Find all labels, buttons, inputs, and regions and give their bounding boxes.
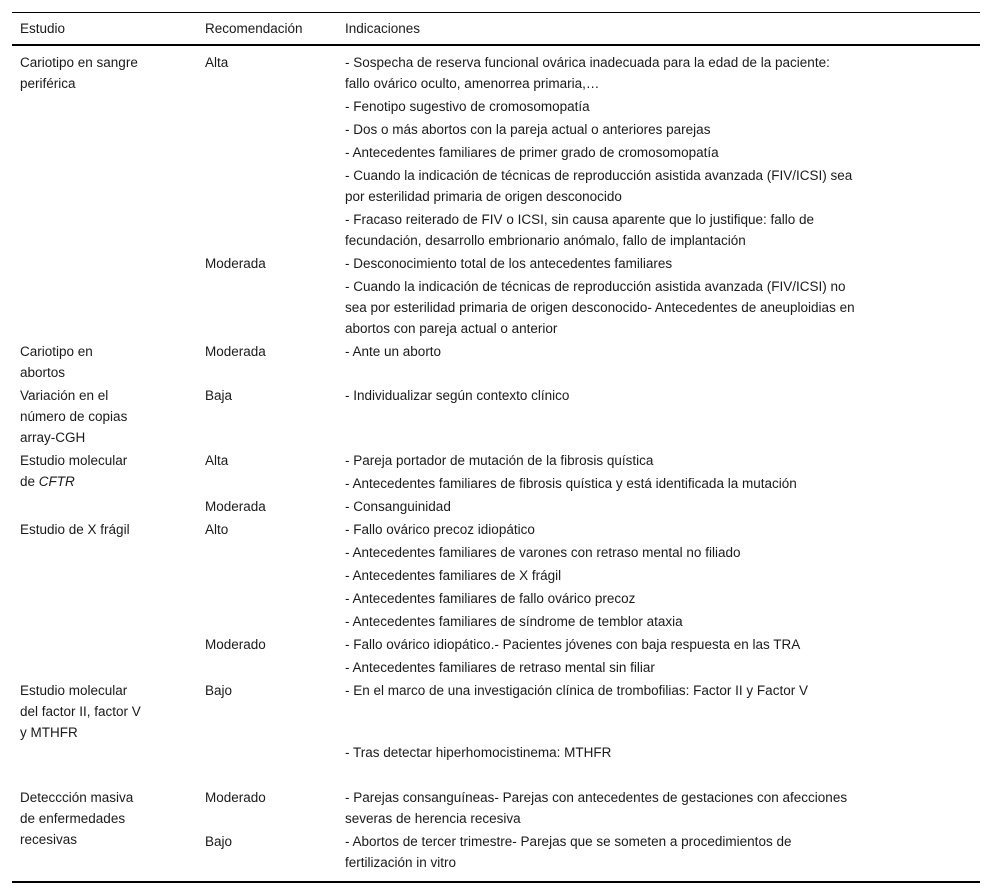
indication-line: - Antecedentes familiares de retraso mental sin filiar	[345, 660, 655, 675]
indication-line: - Parejas consanguíneas- Parejas con antecedentes de gestaciones con afecciones	[345, 790, 848, 805]
indication-line: severas de herencia recesiva	[345, 811, 521, 826]
indication-item	[345, 52, 980, 94]
indicaciones-cell	[345, 787, 980, 829]
text-segment: Estudio molecular	[20, 683, 128, 698]
estudio-cell	[20, 519, 205, 540]
estudio-line	[20, 701, 205, 722]
indication-item	[345, 473, 980, 494]
text-segment: Estudio molecular	[20, 453, 128, 468]
genetic-studies-table	[12, 12, 980, 883]
indication-item	[345, 611, 980, 632]
recomendacion-cell: Moderada	[205, 256, 266, 271]
table-header-row	[12, 12, 980, 46]
indication-line: - Fallo ovárico precoz idiopático	[345, 522, 535, 537]
indication-line: - Antecedentes familiares de X frágil	[345, 568, 562, 583]
estudio-line	[20, 52, 205, 73]
indication-item	[345, 165, 980, 207]
text-segment: periférica	[20, 76, 76, 91]
recommendation-subrows	[205, 787, 980, 873]
indication-line: - Cuando la indicación de técnicas de reproducción asistida avanzada (FIV/ICSI) sea	[345, 168, 853, 183]
indication-item	[345, 519, 980, 540]
estudio-line	[20, 519, 205, 540]
indication-item	[345, 588, 980, 609]
indicaciones-cell	[345, 385, 980, 406]
indication-line: - Pareja portador de mutación de la fibrosis quística	[345, 453, 654, 468]
table-row-group	[20, 450, 980, 517]
recomendacion-cell: Baja	[205, 388, 233, 403]
indication-item	[345, 209, 980, 251]
indication-item	[345, 542, 980, 563]
indicaciones-cell	[345, 496, 980, 517]
table-row-group	[20, 52, 980, 339]
estudio-line	[20, 427, 205, 448]
estudio-cell	[20, 341, 205, 383]
indication-line: - En el marco de una investigación clínica de trombofilias: Factor II y Factor V	[345, 683, 808, 698]
gene-name-italic: CFTR	[38, 474, 75, 489]
indicaciones-cell	[345, 253, 980, 339]
recomendacion-cell: Moderado	[205, 790, 266, 805]
estudio-line	[20, 808, 205, 829]
text-segment: Cariotipo en	[20, 344, 93, 359]
indication-item	[345, 831, 980, 873]
indication-item	[345, 742, 980, 763]
recommendation-subrows	[205, 385, 980, 406]
indication-line: - Consanguinidad	[345, 499, 451, 514]
table-row-group	[20, 341, 980, 383]
indication-item	[345, 634, 980, 655]
estudio-line	[20, 385, 205, 406]
table-row-group	[20, 519, 980, 678]
recomendacion-cell: Moderado	[205, 637, 266, 652]
indication-item	[345, 119, 980, 140]
recomendacion-cell: Bajo	[205, 683, 233, 698]
header-estudio: Estudio	[20, 21, 66, 36]
recomendacion-cell: Alto	[205, 522, 229, 537]
indication-item	[345, 657, 980, 678]
indicaciones-cell	[345, 52, 980, 251]
indication-line: - Antecedentes familiares de síndrome de temblor ataxia	[345, 614, 683, 629]
recomendacion-cell: Moderada	[205, 499, 266, 514]
indication-item	[345, 253, 980, 274]
text-segment: Variación en el	[20, 388, 109, 403]
indication-line: - Fenotipo sugestivo de cromosomopatía	[345, 99, 590, 114]
indication-line: sea por esterilidad primaria de origen desconocido- Antecedentes de aneuploidias en	[345, 300, 855, 315]
table-subrow	[205, 831, 980, 873]
indication-line: - Sospecha de reserva funcional ovárica inadecuada para la edad de la paciente:	[345, 55, 830, 70]
indication-line: fecundación, desarrollo embrionario anómalo, fallo de implantación	[345, 233, 746, 248]
indicaciones-cell	[345, 831, 980, 873]
indication-line: - Desconocimiento total de los antecedentes familiares	[345, 256, 673, 271]
indication-line: - Fracaso reiterado de FIV o ICSI, sin causa aparente que lo justifique: fallo de	[345, 212, 815, 227]
estudio-line	[20, 450, 205, 471]
text-segment: array-CGH	[20, 430, 86, 445]
text-segment: de	[20, 474, 39, 489]
indication-line: - Antecedentes familiares de primer grado de cromosomopatía	[345, 145, 719, 160]
indication-line: fertilización in vitro	[345, 855, 457, 870]
table-subrow	[205, 634, 980, 678]
indication-item	[345, 787, 980, 829]
indication-line: - Antecedentes familiares de fallo ovárico precoz	[345, 591, 636, 606]
indicaciones-cell	[345, 341, 980, 362]
indication-item	[345, 276, 980, 339]
table-subrow	[205, 253, 980, 339]
recomendacion-cell: Moderada	[205, 344, 266, 359]
text-segment: del factor II, factor V	[20, 704, 141, 719]
indicaciones-cell	[345, 680, 980, 701]
indicaciones-cell	[345, 519, 980, 632]
recommendation-subrows	[205, 519, 980, 678]
text-segment: y MTHFR	[20, 725, 78, 740]
estudio-line	[20, 406, 205, 427]
table-row-group	[20, 787, 980, 873]
recomendacion-cell: Alta	[205, 55, 229, 70]
estudio-line	[20, 722, 205, 743]
text-segment: Cariotipo en sangre	[20, 55, 138, 70]
indicaciones-cell	[345, 742, 980, 763]
table-subrow	[205, 385, 980, 406]
estudio-cell	[20, 52, 205, 94]
recommendation-subrows	[205, 680, 980, 763]
indication-item	[345, 142, 980, 163]
estudio-cell	[20, 787, 205, 850]
text-segment: recesivas	[20, 832, 78, 847]
text-segment: número de copias	[20, 409, 128, 424]
table-body	[12, 46, 980, 883]
recommendation-subrows	[205, 52, 980, 339]
text-segment: abortos	[20, 365, 66, 380]
indication-item	[345, 385, 980, 406]
indicaciones-cell	[345, 450, 980, 494]
recommendation-subrows	[205, 450, 980, 517]
indication-line: - Ante un aborto	[345, 344, 442, 359]
indication-line: - Tras detectar hiperhomocistinema: MTHFR	[345, 745, 612, 760]
recomendacion-cell: Alta	[205, 453, 229, 468]
estudio-line	[20, 362, 205, 383]
table-row-group	[20, 385, 980, 448]
indication-item	[345, 680, 980, 701]
indication-item	[345, 341, 980, 362]
indication-line: - Antecedentes familiares de fibrosis quística y está identificada la mutación	[345, 476, 797, 491]
table-subrow	[205, 787, 980, 829]
indication-item	[345, 450, 980, 471]
text-segment: Deteccción masiva	[20, 790, 134, 805]
header-indicaciones: Indicaciones	[345, 21, 421, 36]
indication-line: - Antecedentes familiares de varones con retraso mental no filiado	[345, 545, 741, 560]
indication-line: por esterilidad primaria de origen desconocido	[345, 189, 622, 204]
recomendacion-cell: Bajo	[205, 834, 233, 849]
estudio-cell	[20, 385, 205, 448]
indication-line: - Dos o más abortos con la pareja actual o anteriores parejas	[345, 122, 711, 137]
indication-line: - Individualizar según contexto clínico	[345, 388, 570, 403]
estudio-line	[20, 341, 205, 362]
table-subrow	[205, 742, 980, 763]
estudio-line	[20, 471, 205, 492]
table-subrow	[205, 680, 980, 701]
table-subrow	[205, 450, 980, 494]
estudio-line	[20, 829, 205, 850]
table-row-group	[20, 680, 980, 763]
recommendation-subrows	[205, 341, 980, 362]
text-segment: de enfermedades	[20, 811, 126, 826]
header-recomendacion: Recomendación	[205, 21, 303, 36]
table-subrow	[205, 496, 980, 517]
indication-line: abortos con pareja actual o anterior	[345, 321, 558, 336]
indication-line: - Fallo ovárico idiopático.- Pacientes jóvenes con baja respuesta en las TRA	[345, 637, 801, 652]
indication-line: fallo ovárico oculto, amenorrea primaria,…	[345, 76, 600, 91]
table-subrow	[205, 519, 980, 632]
estudio-cell	[20, 450, 205, 492]
estudio-line	[20, 787, 205, 808]
estudio-line	[20, 680, 205, 701]
indication-item	[345, 96, 980, 117]
indication-item	[345, 565, 980, 586]
indication-line: - Cuando la indicación de técnicas de reproducción asistida avanzada (FIV/ICSI) no	[345, 279, 846, 294]
estudio-line	[20, 73, 205, 94]
indication-item	[345, 496, 980, 517]
estudio-cell	[20, 680, 205, 743]
text-segment: Estudio de X frágil	[20, 522, 130, 537]
table-subrow	[205, 341, 980, 362]
indicaciones-cell	[345, 634, 980, 678]
table-subrow	[205, 52, 980, 251]
indication-line: - Abortos de tercer trimestre- Parejas que se someten a procedimientos de	[345, 834, 792, 849]
